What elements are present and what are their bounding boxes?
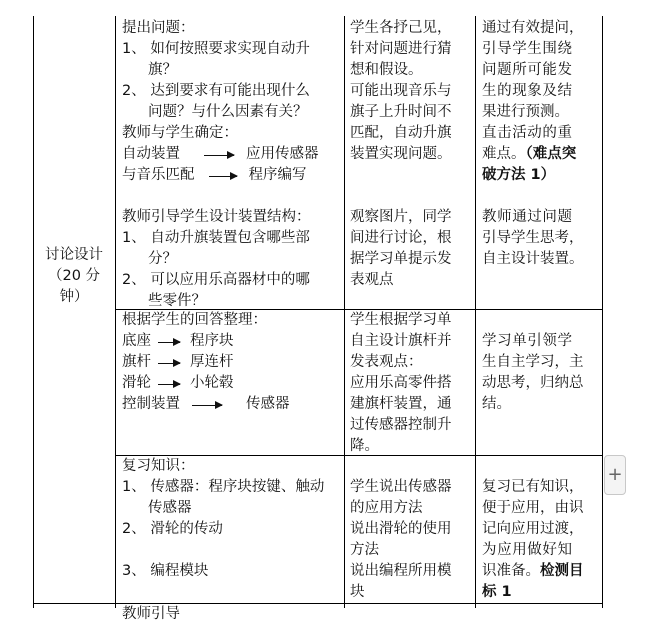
text-line: 根据学生的回答整理： [122, 312, 267, 328]
text-line: 引导学生围绕 [482, 41, 573, 57]
section-label [34, 245, 114, 308]
mapping-row [122, 373, 290, 394]
text-line: 生的现象及结 [482, 83, 573, 99]
text-line: 提出问题： [122, 20, 195, 36]
table-border-left [33, 16, 34, 608]
text-line: 说出滑轮的使用 [350, 521, 452, 537]
row2-student-cell [350, 310, 452, 457]
mapping-source: 底座 [122, 333, 151, 349]
text-line: 2、 可以应用乐高器材中的哪 [122, 272, 310, 288]
row2-purpose-cell [482, 331, 584, 415]
text-line: 块 [350, 584, 365, 600]
section-title-line2: （20 分 [47, 268, 101, 284]
text-line: 自主设计旗杆并 [350, 333, 452, 349]
text-line: 自主设计装置。 [482, 251, 584, 267]
text-line: 1、 如何按照要求实现自动升 [122, 41, 310, 57]
text-line: 直击活动的重 [482, 125, 573, 141]
right-arrow-icon [192, 405, 222, 406]
column-divider-1 [115, 16, 116, 608]
text-line [482, 561, 584, 582]
emphasis-text: （难点突 [525, 146, 577, 162]
row-divider-3 [33, 603, 603, 604]
plus-icon: + [607, 464, 623, 485]
text-line: 传感器 [148, 500, 192, 516]
table-border-right [602, 16, 603, 608]
mapping-row [122, 352, 290, 373]
mapping-source: 自动装置 [122, 146, 180, 162]
mapping-source: 旗杆 [122, 354, 151, 370]
text-line: 复习已有知识， [482, 479, 584, 495]
right-arrow-icon [209, 176, 237, 177]
text-line: 方法 [350, 542, 379, 558]
emphasis-text: 标 1 [482, 584, 512, 600]
text-line: 引导学生思考， [482, 230, 584, 246]
text-line: 2、 达到要求有可能出现什么 [122, 83, 310, 99]
text-line: 1、 传感器：程序块按键、触动 [122, 479, 325, 495]
mapping-target: 厚连杆 [190, 354, 234, 370]
mapping-row [122, 394, 290, 415]
text-line: 教师通过问题 [482, 209, 573, 225]
text-line: 复习知识： [122, 458, 195, 474]
mapping-target: 应用传感器 [246, 146, 319, 162]
mapping-row [122, 144, 319, 165]
text-line: 1、 自动升旗装置包含哪些部 [122, 230, 310, 246]
emphasis-text: 检测目 [540, 563, 584, 579]
text-line: 旗？ [148, 62, 177, 78]
text-line: 建旗杆装置，通 [350, 396, 452, 412]
text-line: 学生根据学习单 [350, 312, 452, 328]
row1-purpose-cell [482, 18, 584, 270]
mapping-source: 与音乐匹配 [122, 167, 195, 183]
column-divider-3 [475, 16, 476, 608]
text-line: 教师与学生确定： [122, 125, 238, 141]
text-line: 学生各抒己见， [350, 20, 452, 36]
text-span: 识准备。 [482, 563, 540, 579]
text-line: 为应用做好知 [482, 542, 573, 558]
right-arrow-icon [204, 155, 234, 156]
text-line: 发表观点： [350, 354, 423, 370]
text-line: 装置实现问题。 [350, 146, 452, 162]
mapping-target: 传感器 [246, 396, 290, 412]
text-line: 降。 [350, 438, 379, 454]
text-line: 旗子上升时间不 [350, 104, 452, 120]
text-line: 分？ [148, 251, 177, 267]
text-line: 匹配，自动升旗 [350, 125, 452, 141]
row3-purpose-cell [482, 477, 584, 603]
mapping-source: 控制装置 [122, 396, 180, 412]
text-line: 表观点 [350, 272, 394, 288]
text-line: 过传感器控制升 [350, 417, 452, 433]
text-line: 2、 滑轮的传动 [122, 521, 223, 537]
text-line: 据学习单提示发 [350, 251, 452, 267]
mapping-target: 小轮毂 [190, 375, 234, 391]
text-line: 学习单引领学 [482, 333, 573, 349]
right-arrow-icon [158, 363, 180, 364]
text-line: 的应用方法 [350, 500, 423, 516]
right-arrow-icon [158, 342, 180, 343]
text-line: 问题？与什么因素有关？ [148, 104, 308, 120]
section-title-line3: 钟） [59, 289, 89, 305]
text-line: 3、 编程模块 [122, 563, 209, 579]
text-line: 动思考，归纳总 [482, 375, 584, 391]
text-line: 通过有效提问， [482, 20, 584, 36]
text-line: 生自主学习，主 [482, 354, 584, 370]
text-line: 便于应用，由识 [482, 500, 584, 516]
text-line: 果进行预测。 [482, 104, 569, 120]
row3-activity-cell [122, 456, 324, 582]
text-line: 针对问题进行猜 [350, 41, 452, 57]
text-line: 结。 [482, 396, 511, 412]
text-line: 间进行讨论，根 [350, 230, 452, 246]
text-line: 问题所可能发 [482, 62, 573, 78]
mapping-row [122, 165, 319, 186]
text-line: 观察图片，同学 [350, 209, 452, 225]
text-line: 说出编程所用模 [350, 563, 452, 579]
emphasis-text: 破方法 1） [482, 167, 556, 183]
mapping-row [122, 331, 290, 352]
text-line: 教师引导 [122, 606, 180, 622]
right-arrow-icon [158, 384, 180, 385]
section-title-line1: 讨论设计 [45, 247, 103, 263]
text-line: 学生说出传感器 [350, 479, 452, 495]
row1-student-cell [350, 18, 452, 291]
text-line: 教师引导学生设计装置结构： [122, 209, 311, 225]
text-line: 应用乐高零件搭 [350, 375, 452, 391]
text-span: 难点。 [482, 146, 526, 162]
row4-activity-cell [122, 604, 180, 625]
text-line [482, 144, 584, 165]
text-line: 想和假设。 [350, 62, 423, 78]
add-row-button[interactable] [604, 455, 626, 495]
text-line: 记向应用过渡， [482, 521, 584, 537]
row2-activity-cell [122, 310, 290, 415]
text-line: 可能出现音乐与 [350, 83, 452, 99]
row1-activity-cell [122, 18, 319, 312]
column-divider-2 [344, 16, 345, 608]
text-line: 些零件？ [148, 293, 206, 309]
row3-student-cell [350, 477, 452, 603]
mapping-target: 程序编写 [248, 167, 307, 183]
mapping-source: 滑轮 [122, 375, 151, 391]
mapping-target: 程序块 [190, 333, 234, 349]
